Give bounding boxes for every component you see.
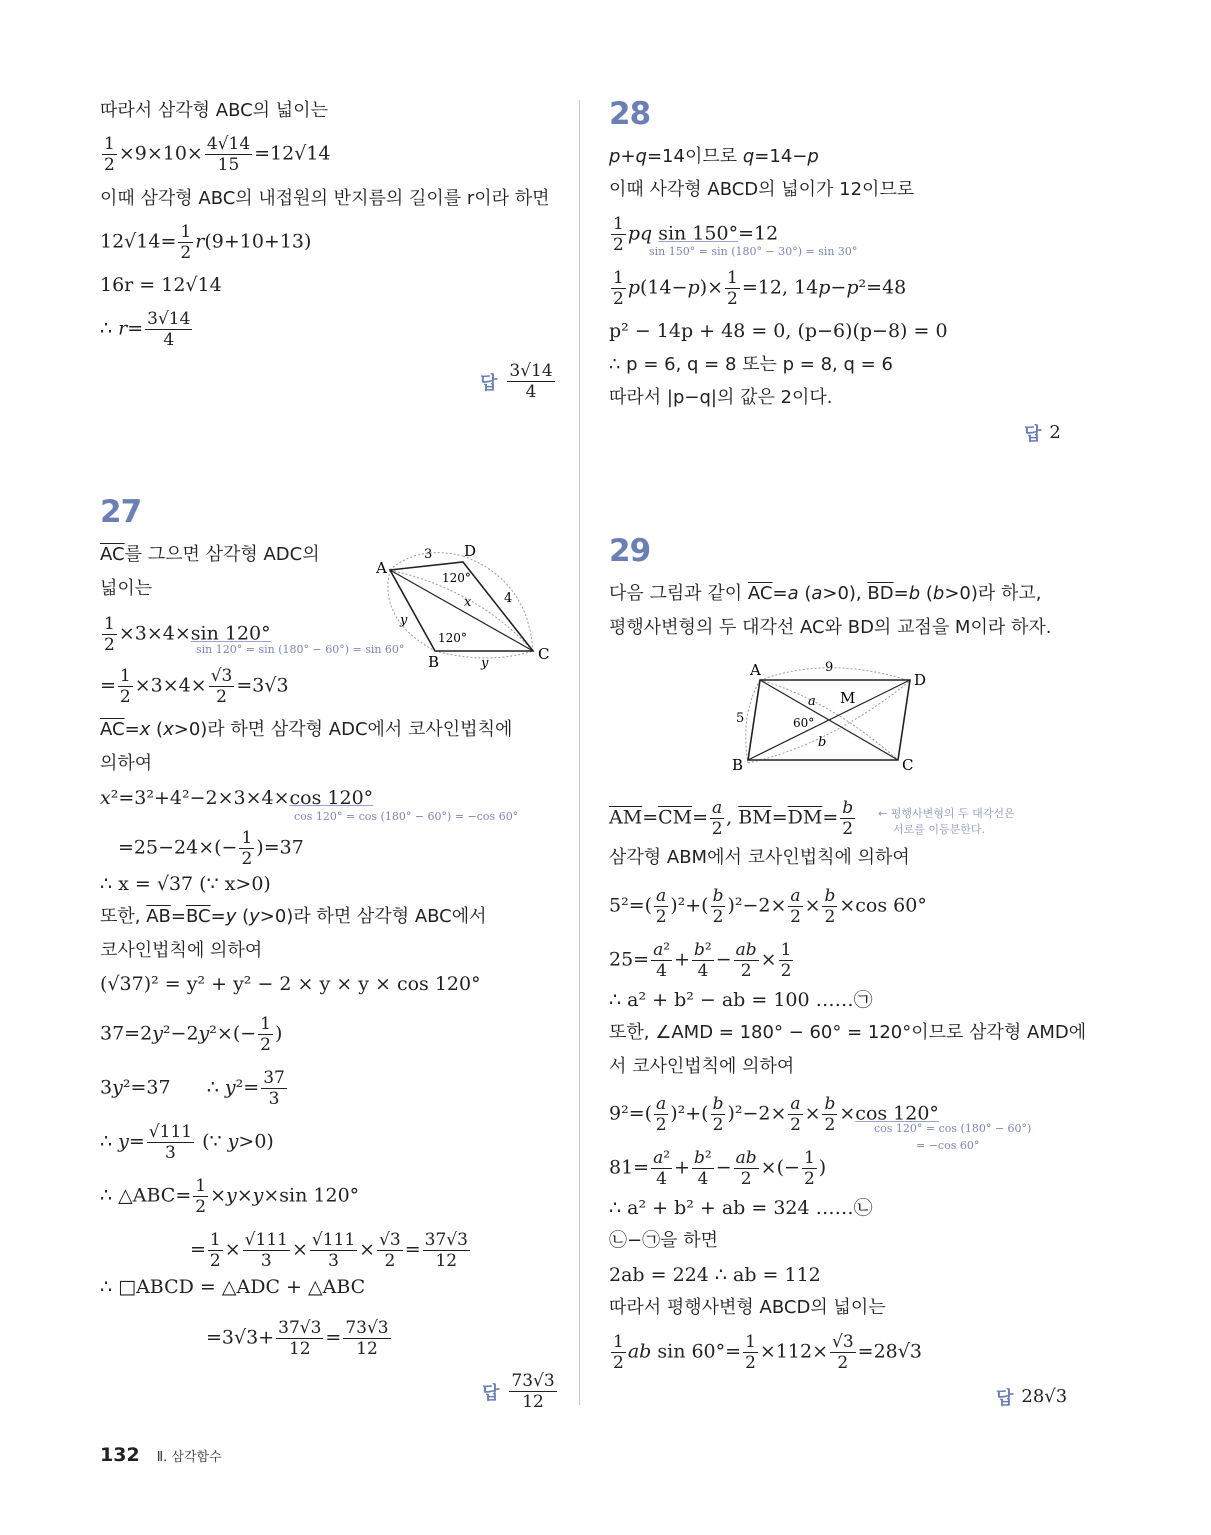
text-line: $\overline{AC}=x$ (x>0)라 하면 삼각형 ADC에서 코사인법칙에: [100, 719, 513, 740]
text-line: 평행사변형의 두 대각선 AC와 BD의 교점을 M이라 하자.: [609, 617, 1052, 638]
svg-text:M: M: [840, 689, 856, 707]
svg-text:y: y: [400, 613, 408, 628]
svg-text:A: A: [376, 559, 387, 577]
problem-number: 27: [100, 494, 142, 530]
equation-line: $\frac{1}{2}$ pq sin 150°=12: [613, 214, 779, 255]
hint-note: cos 120° = cos (180° − 60°): [874, 1122, 1032, 1135]
equation-line: ∴ a² + b² + ab = 324 ……㉡: [609, 1197, 873, 1219]
equation-line: ∴ r= $\frac{3√14}{4}$: [100, 309, 191, 350]
answer-value: 2: [1049, 422, 1061, 443]
equation-line: =3√3+ $\frac{37√3}{12}$ = $\frac{73√3}{12}$: [206, 1318, 389, 1359]
equation-line: = $\frac{1}{2}$ ×3×4× $\frac{√3}{2}$ =3√3: [100, 666, 289, 707]
text-line: ∴ p = 6, q = 8 또는 p = 8, q = 6: [609, 354, 893, 375]
equation-line: 12√14= $\frac{1}{2}$ r(9+10+13): [100, 222, 312, 263]
text-line: 또한, $\overline{AB}=\overline{BC}=y$ (y>0)라 하면 삼각형 ABC에서: [100, 906, 487, 927]
equation-line: ∴ □ABCD = △ADC + △ABC: [100, 1276, 366, 1298]
answer-label: 답: [480, 372, 498, 394]
svg-text:B: B: [732, 756, 744, 774]
svg-text:D: D: [914, 671, 927, 689]
chapter-title: Ⅱ. 삼각함수: [156, 1450, 222, 1465]
text-line: 이때 사각형 ABCD의 넓이가 12이므로: [609, 179, 915, 200]
text-line: 의하여: [100, 753, 153, 774]
page-footer: [100, 1444, 222, 1466]
page-number: 132: [100, 1444, 140, 1466]
svg-text:a: a: [808, 694, 816, 709]
equation-line: ∴ x = √37 (∵ x>0): [100, 873, 271, 895]
equation-line: ∴ △ABC= $\frac{1}{2}$ ×y×y×sin 120°: [100, 1176, 360, 1217]
hint-note: sin 120° = sin (180° − 60°) = sin 60°: [196, 643, 405, 656]
answer-value: 28√3: [1021, 1386, 1068, 1407]
problem-number: 29: [609, 533, 651, 569]
text-line: 이때 삼각형 ABC의 내접원의 반지름의 길이를 r이라 하면: [100, 188, 550, 209]
svg-text:b: b: [818, 735, 827, 750]
answer-29: [996, 1384, 1067, 1410]
svg-text:5: 5: [736, 711, 745, 726]
equation-line: $\frac{1}{2}$ p(14−p)× $\frac{1}{2}$ =12, 14p−p²=48: [613, 268, 907, 309]
equation-line: x²=3²+4²−2×3×4×cos 120°: [100, 787, 374, 809]
equation-line: $\frac{1}{2}$ ×3×4×sin 120°: [104, 614, 271, 655]
text-line: 코사인법칙에 의하여: [100, 940, 263, 961]
text-line: 다음 그림과 같이 $\overline{AC}=a$ (a>0), $\overline{BD}=b$ (b>0)라 하고,: [609, 583, 1042, 604]
equation-line: $\overline{AM}=\overline{CM}=$ $\frac{a}{2}$ , $\overline{BM}=\overline{DM}=$ $\frac{b}{2}$: [609, 798, 854, 839]
problem-number: 28: [609, 96, 651, 132]
answer-label: 답: [1024, 424, 1042, 445]
svg-text:4: 4: [504, 591, 513, 606]
equation-line: 16r = 12√14: [100, 274, 222, 296]
text-line: $\overline{AC}$를 그으면 삼각형 ADC의: [100, 544, 320, 565]
svg-text:C: C: [538, 645, 550, 663]
answer-label: 답: [482, 1382, 500, 1404]
quadrilateral-figure-27: [368, 540, 558, 670]
svg-text:B: B: [428, 653, 440, 670]
equation-line: 37=2y²−2y²×(− $\frac{1}{2}$ ): [100, 1014, 283, 1055]
equation-line: =25−24×(− $\frac{1}{2}$ )=37: [118, 828, 304, 869]
equation-line: 9²=( $\frac{a}{2}$ )²+( $\frac{b}{2}$ )²−2× $\frac{a}{2}$ × $\frac{b}{2}$ ×cos 120°: [609, 1094, 939, 1135]
equation-line: 2ab = 224 ∴ ab = 112: [609, 1264, 821, 1286]
hint-note: = −cos 60°: [916, 1139, 980, 1152]
equation-line: ∴ a² + b² − ab = 100 ……㉠: [609, 989, 873, 1011]
equation-line: (√37)² = y² + y² − 2 × y × y × cos 120°: [100, 973, 481, 995]
text-line: 또한, ∠AMD = 180° − 60° = 120°이므로 삼각형 AMD에: [609, 1022, 1087, 1043]
svg-text:y: y: [481, 656, 489, 670]
text-line: 따라서 삼각형 ABC의 넓이는: [100, 100, 328, 121]
parallelogram-figure-29: [730, 655, 930, 775]
svg-text:x: x: [464, 595, 472, 610]
answer-27-prev: 답 $\frac{3√14}{4}$: [480, 361, 553, 402]
svg-text:120°: 120°: [442, 571, 471, 585]
column-divider: [579, 100, 580, 1405]
side-note: ← 평행사변형의 두 대각선은 서로를 이등분한다.: [878, 807, 1015, 836]
text-line: 서 코사인법칙에 의하여: [609, 1056, 795, 1077]
equation-line: $\frac{1}{2}$ ab sin 60°= $\frac{1}{2}$ ×112× $\frac{√3}{2}$ =28√3: [613, 1332, 922, 1373]
equation-line: p² − 14p + 48 = 0, (p−6)(p−8) = 0: [609, 320, 948, 342]
svg-text:3: 3: [424, 547, 433, 562]
equation-line: 81= $\frac{\text{a²}}{4}$ + $\frac{\text{b²}}{4}$ − $\frac{ab}{2}$ ×(− $\frac{1}{2}$ ): [609, 1148, 827, 1189]
answer-27: 답 $\frac{73√3}{12}$: [482, 1371, 555, 1412]
svg-text:120°: 120°: [438, 631, 467, 645]
svg-text:A: A: [750, 661, 761, 679]
text-line: 삼각형 ABM에서 코사인법칙에 의하여: [609, 847, 910, 868]
svg-text:9: 9: [825, 660, 834, 675]
equation-line: $\frac{1}{2}$ ×9×10× $\frac{4√14}{15}$ =12√14: [104, 134, 331, 175]
equation-line: 25= $\frac{\text{a²}}{4}$ + $\frac{\text{b²}}{4}$ − $\frac{ab}{2}$ × $\frac{1}{2}$: [609, 940, 792, 981]
svg-text:C: C: [902, 756, 914, 774]
text-line: 따라서 |p−q|의 값은 2이다.: [609, 387, 833, 408]
equation-line: ∴ y= $\frac{√111}{3}$ (∵ y>0): [100, 1122, 274, 1163]
text-line: p+q=14이므로 q=14−p: [609, 146, 819, 167]
hint-note: sin 150° = sin (180° − 30°) = sin 30°: [649, 245, 858, 258]
answer-28: [1024, 420, 1061, 446]
equation-line: 5²=( $\frac{a}{2}$ )²+( $\frac{b}{2}$ )²−2× $\frac{a}{2}$ × $\frac{b}{2}$ ×cos 60°: [609, 886, 927, 927]
hint-note: cos 120° = cos (180° − 60°) = −cos 60°: [294, 810, 519, 823]
text-line: 따라서 평행사변형 ABCD의 넓이는: [609, 1297, 886, 1318]
equation-line: = $\frac{1}{2}$ × $\frac{√111}{3}$ × $\frac{√111}{3}$ × $\frac{√3}{2}$ = $\frac{37√3}{12}$: [190, 1230, 468, 1271]
svg-text:60°: 60°: [793, 716, 815, 730]
svg-text:D: D: [464, 542, 477, 560]
text-line: ㉡−㉠을 하면: [609, 1230, 718, 1251]
text-line: 넓이는: [100, 578, 153, 599]
answer-label: 답: [996, 1388, 1014, 1409]
equation-line: 3y²=37 ∴ y²= $\frac{37}{3}$: [100, 1068, 285, 1109]
